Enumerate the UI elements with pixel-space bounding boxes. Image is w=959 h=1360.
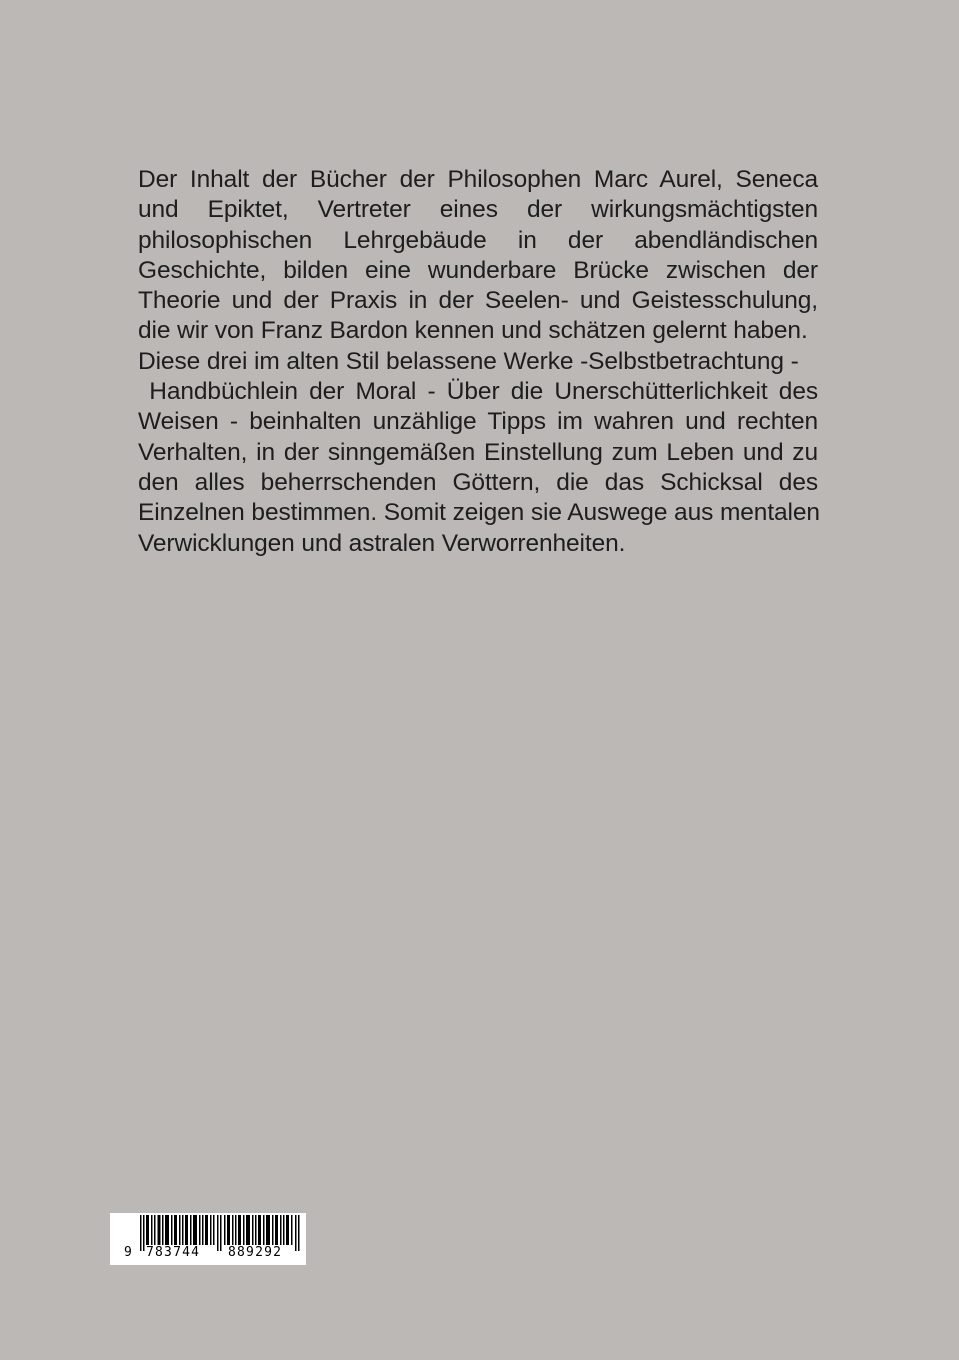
barcode-first-digit: 9 xyxy=(124,1245,132,1260)
blurb-line: Geschichte, bilden eine wunderbare Brücke zwischen der xyxy=(138,256,818,284)
blurb-line: und Epiktet, Vertreter eines der wirkungsmächtigsten xyxy=(138,196,818,224)
blurb-line: Theorie und der Praxis in der Seelen- und Geistesschulung, xyxy=(138,287,818,315)
blurb-line: Handbüchlein der Moral - Über die Unerschütterlichkeit des xyxy=(138,378,818,406)
blurb-line: philosophischen Lehrgebäude in der abendländischen xyxy=(138,226,818,254)
barcode-right-group: 889292 xyxy=(228,1245,283,1260)
barcode-digits xyxy=(110,1245,306,1263)
blurb-line: den alles beherrschenden Göttern, die das Schicksal des xyxy=(138,468,818,496)
blurb-line: die wir von Franz Bardon kennen und schätzen gelernt haben. xyxy=(138,317,808,345)
blurb-line: Verhalten, in der sinngemäßen Einstellung zum Leben und zu xyxy=(138,438,818,466)
isbn-barcode xyxy=(110,1213,306,1265)
blurb-line: Verwicklungen und astralen Verworrenheiten. xyxy=(138,529,626,557)
barcode-left-group: 783744 xyxy=(146,1245,201,1260)
blurb-line: Einzelnen bestimmen. Somit zeigen sie Auswege aus mentalen xyxy=(138,499,820,527)
back-cover-blurb xyxy=(138,165,818,559)
blurb-line: Weisen - beinhalten unzählige Tipps im wahren und rechten xyxy=(138,408,818,436)
blurb-line: Der Inhalt der Bücher der Philosophen Marc Aurel, Seneca xyxy=(138,166,818,193)
blurb-line: Diese drei im alten Stil belassene Werke -Selbstbetrachtung - xyxy=(138,347,799,375)
